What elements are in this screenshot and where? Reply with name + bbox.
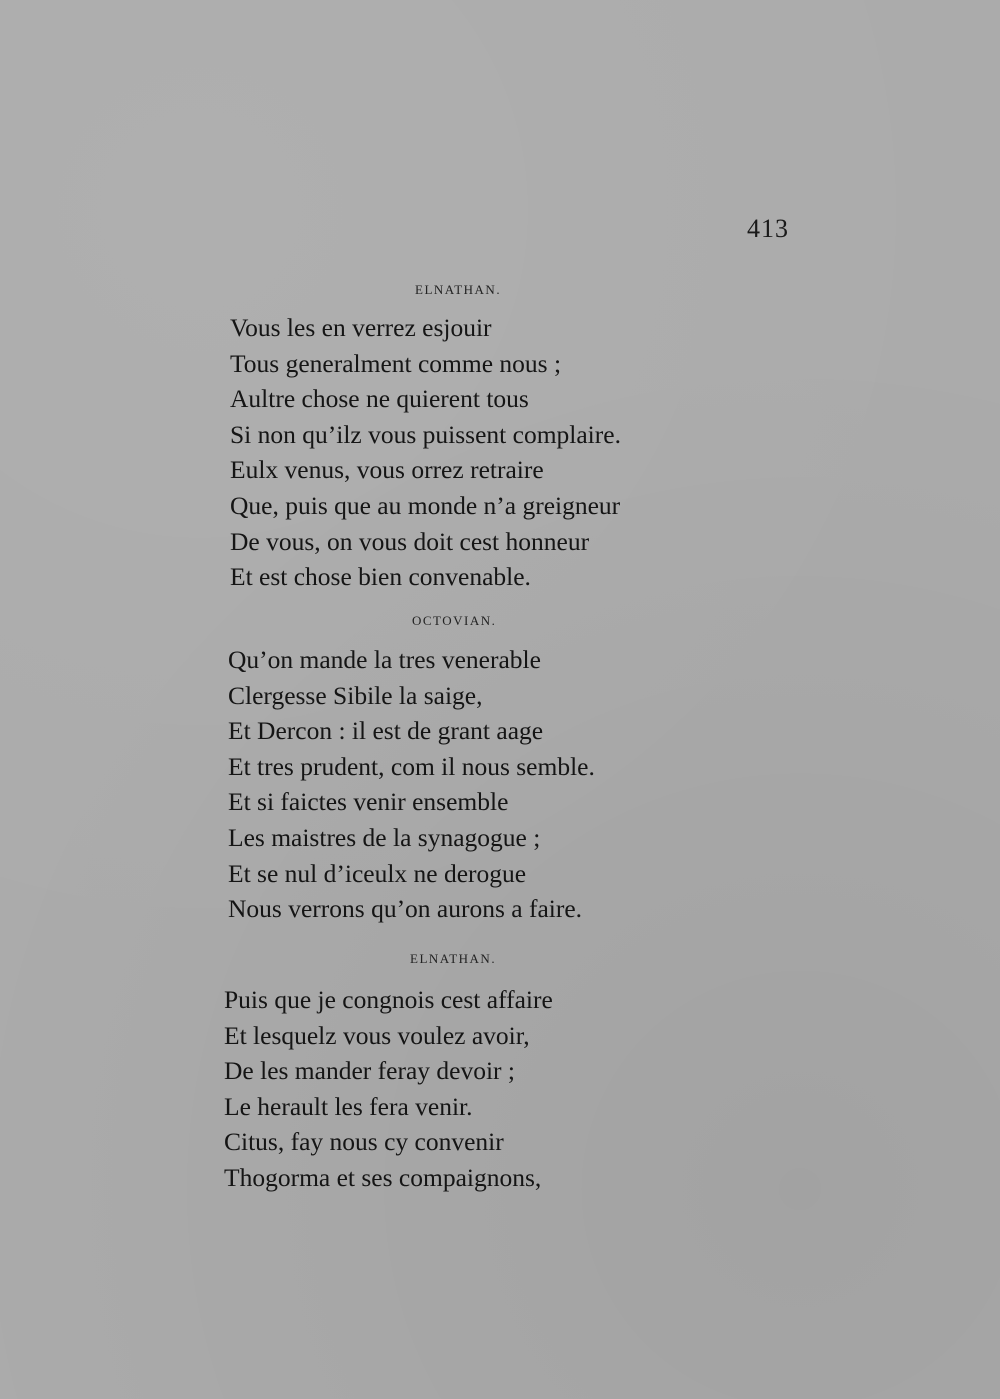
page-number: 413	[747, 214, 789, 243]
verse-line: Et se nul d’iceulx ne derogue	[228, 858, 527, 888]
verse-line: Thogorma et ses compaignons,	[224, 1162, 542, 1192]
verse-line: Et lesquelz vous voulez avoir,	[224, 1020, 530, 1050]
verse-stanza	[228, 642, 595, 927]
verse-line: De vous, on vous doit cest honneur	[230, 526, 590, 556]
verse-line: Aultre chose ne quierent tous	[230, 384, 529, 414]
verse-line: Si non qu’ilz vous puissent complaire.	[230, 419, 621, 449]
verse-line: Eulx venus, vous orrez retraire	[230, 455, 544, 485]
speaker-heading: ELNATHAN.	[415, 282, 502, 297]
verse-line: Nous verrons qu’on aurons a faire.	[228, 894, 583, 924]
verse-line: Le herault les fera venir.	[224, 1091, 473, 1121]
verse-line: Vous les en verrez esjouir	[230, 313, 492, 342]
verse-line: Et Dercon : il est de grant aage	[228, 716, 544, 746]
verse-line: Et est chose bien convenable.	[230, 562, 531, 592]
verse-line: Les maistres de la synagogue ;	[228, 822, 541, 852]
verse-line: Citus, fay nous cy convenir	[224, 1127, 504, 1157]
speaker-heading: ELNATHAN.	[410, 951, 497, 966]
verse-line: Clergesse Sibile la saige,	[228, 680, 483, 710]
verse-line: Puis que je congnois cest affaire	[224, 985, 553, 1014]
verse-line: De les mander feray devoir ;	[224, 1056, 515, 1086]
verse-line: Tous generalment comme nous ;	[230, 348, 562, 378]
verse-stanza	[230, 310, 621, 595]
speaker-heading: OCTOVIAN.	[412, 613, 497, 628]
verse-line: Et si faictes venir ensemble	[228, 787, 509, 817]
verse-line: Qu’on mande la tres venerable	[228, 645, 541, 674]
verse-line: Que, puis que au monde n’a greigneur	[230, 490, 621, 520]
verse-line: Et tres prudent, com il nous semble.	[228, 751, 595, 781]
verse-stanza	[224, 982, 553, 1196]
